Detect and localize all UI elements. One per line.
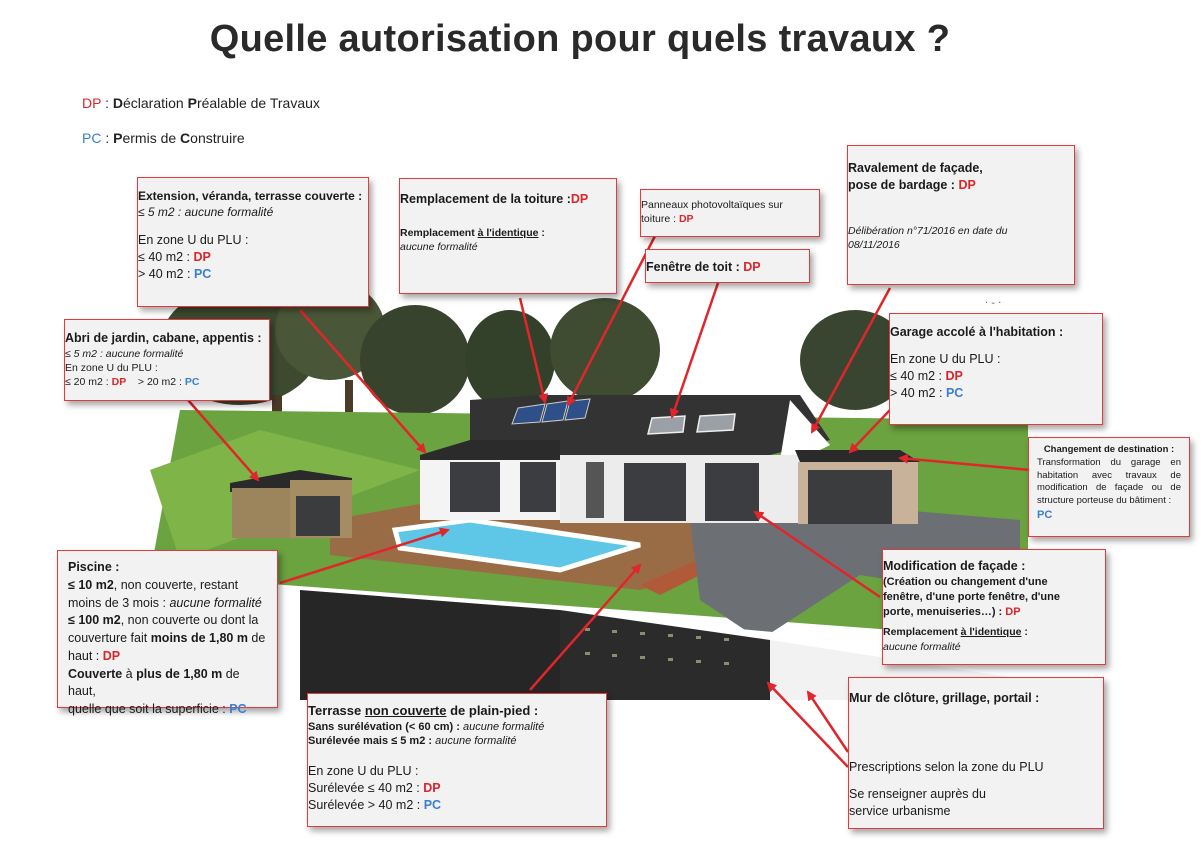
callout-ravalement [847, 145, 1075, 285]
terrasse-line3 [308, 780, 606, 797]
piscine-line6-c: plus de 1,80 m [136, 666, 223, 681]
changement-body: Transformation du garage en habitation avec travaux de modification de façade ou de structure porteuse du bâtiment : [1037, 456, 1181, 507]
callout-extension [137, 177, 369, 307]
abri-line2-c: > 20 m2 : [137, 376, 185, 389]
mur-line3: service urbanisme [849, 803, 951, 818]
ravalement-note2: 08/11/2016 [848, 238, 900, 251]
terrasse-line1-bold: Sans surélévation (< 60 cm) : [308, 720, 463, 733]
garage-line1 [890, 368, 1102, 385]
abri-code-dp: DP [111, 376, 127, 389]
terrasse-line1 [308, 720, 606, 735]
ravalement-line1: Ravalement de façade, [848, 161, 983, 175]
page-title: Quelle autorisation pour quels travaux ? [209, 18, 951, 60]
piscine-line6 [68, 666, 267, 702]
callout-mur [848, 677, 1104, 829]
legend-pc-letter-2: C [180, 130, 191, 146]
svg-text:· - ·: · - · [985, 298, 1002, 309]
modification-line2: fenêtre, d'une porte fenêtre, d'une [883, 590, 1060, 603]
callout-toiture [399, 178, 617, 294]
terrasse-title-b: de plain-pied : [446, 703, 539, 718]
piscine-title: Piscine : [68, 560, 120, 574]
panneaux-line2 [641, 212, 819, 226]
arrow-mur-1 [808, 692, 848, 752]
abri-zone: En zone U du PLU : [65, 362, 158, 375]
piscine-line3-text: , non couverte ou dont la [120, 613, 259, 628]
modification-sub-underline: à l'identique [960, 626, 1022, 639]
mur-line1: Prescriptions selon la zone du PLU [849, 759, 1044, 774]
toiture-sub [400, 226, 616, 240]
modification-sub-italic: aucune formalité [883, 640, 961, 653]
garage-zone: En zone U du PLU : [890, 351, 1001, 366]
abri-line2 [65, 375, 269, 389]
garden-shed [230, 470, 352, 538]
piscine-line3-bold: ≤ 100 m2 [68, 613, 121, 628]
garage-code-pc: PC [945, 385, 964, 400]
terrasse-line2 [308, 734, 606, 749]
modification-title: Modification de façade : [883, 559, 1026, 573]
piscine-line5 [68, 648, 267, 666]
terrasse-line4-text: Surélevée > 40 m2 : [308, 797, 424, 812]
toiture-sub-b: : [538, 226, 545, 239]
piscine-line4-a: couverture fait [68, 631, 151, 645]
house [420, 395, 920, 524]
legend-dp-text-2: réalable de Travaux [196, 95, 320, 111]
abri-line1: ≤ 5 m2 : aucune formalité [65, 347, 184, 360]
callout-piscine [57, 550, 278, 716]
toiture-title-code: DP [570, 192, 589, 206]
piscine-code-pc: PC [229, 702, 247, 716]
panneaux-code: DP [678, 213, 694, 226]
terrasse-zone: En zone U du PLU : [308, 764, 419, 779]
garage-line1-text: ≤ 40 m2 : [890, 368, 946, 383]
changement-code: PC [1037, 509, 1053, 522]
extension-line3-text: > 40 m2 : [138, 267, 194, 282]
callout-changement [1028, 437, 1190, 537]
legend-dp-letter-2: P [187, 95, 197, 111]
legend-pc-sep: : [101, 130, 114, 146]
terrasse-code-pc: PC [423, 797, 442, 812]
toiture-sub-italic: aucune formalité [400, 241, 478, 254]
extension-line3 [138, 266, 368, 283]
piscine-line7 [68, 701, 267, 719]
ravalement-line2-text: pose de bardage : [848, 177, 959, 192]
garage-line2-text: > 40 m2 : [890, 385, 946, 400]
terrasse-line1-italic: aucune formalité [462, 720, 545, 733]
extension-line3-code: PC [193, 267, 212, 282]
garage-line2 [890, 385, 1102, 402]
extension-zone: En zone U du PLU : [138, 233, 249, 248]
mur-title: Mur de clôture, grillage, portail : [849, 691, 1040, 705]
callout-abri [64, 319, 270, 401]
piscine-line1-bold: ≤ 10 m2 [68, 577, 114, 592]
toiture-title [400, 191, 616, 208]
terrasse-code-dp: DP [423, 781, 441, 796]
legend-pc-text-2: onstruire [190, 130, 245, 146]
piscine-line4-bold: moins de 1,80 m [150, 631, 248, 645]
abri-line2-a: ≤ 20 m2 : [65, 376, 112, 389]
legend-pc-code: PC [82, 130, 102, 146]
modification-code: DP [1005, 605, 1021, 618]
toiture-sub-underline: à l'identique [477, 226, 539, 239]
callout-garage [889, 313, 1103, 425]
extension-line2-code: DP [193, 250, 211, 265]
callout-modification [882, 549, 1106, 665]
modification-sub-b: : [1021, 626, 1028, 639]
toiture-sub-a: Remplacement [400, 226, 478, 239]
legend-dp-code: DP [82, 95, 102, 111]
garage-code-dp: DP [945, 368, 963, 383]
terrasse-line2-italic: aucune formalité [435, 735, 517, 748]
fenetre-text: Fenêtre de toit : [646, 260, 744, 274]
extension-line1: ≤ 5 m2 : aucune formalité [138, 205, 274, 220]
modification-line3 [883, 605, 1105, 620]
piscine-line6-b: à [122, 666, 137, 681]
mur-line2: Se renseigner auprès du [849, 786, 986, 801]
modification-sub [883, 625, 1105, 639]
callout-fenetre [645, 249, 810, 283]
panneaux-line1: Panneaux photovoltaïques sur [641, 199, 783, 211]
ravalement-line2 [848, 177, 1074, 194]
piscine-line4-c: de [247, 631, 266, 645]
panneaux-line2-text: toiture : [641, 213, 679, 226]
legend-pc-letter-1: P [113, 130, 123, 146]
legend-pc-text-1: ermis de [122, 130, 181, 146]
legend-dp-letter-1: D [112, 95, 123, 111]
piscine-line1-text: , non couverte, restant [113, 577, 239, 592]
changement-title: Changement de destination : [1043, 444, 1175, 455]
callout-panneaux [640, 189, 820, 237]
legend-dp-sep: : [101, 95, 113, 111]
extension-line2 [138, 249, 368, 266]
piscine-line5-text: haut : [68, 648, 103, 663]
modification-sub-a: Remplacement [883, 626, 961, 639]
piscine-line2 [68, 595, 267, 613]
abri-title: Abri de jardin, cabane, appentis : [65, 331, 262, 345]
piscine-line2-italic: aucune formalité [169, 595, 262, 610]
abri-code-pc: PC [184, 376, 200, 389]
terrasse-line3-text: Surélevée ≤ 40 m2 : [308, 781, 424, 796]
piscine-line2-text: moins de 3 mois : [68, 595, 170, 610]
extension-title: Extension, véranda, terrasse couverte : [138, 189, 363, 203]
fenetre-code: DP [743, 260, 761, 274]
callout-terrasse [307, 693, 607, 827]
terrasse-line2-bold: Surélevée mais ≤ 5 m2 : [308, 735, 436, 748]
legend-dp-text-1: éclaration [123, 95, 188, 111]
piscine-line4 [68, 630, 267, 648]
ravalement-code: DP [958, 177, 976, 192]
terrasse-title-a: Terrasse [308, 703, 365, 718]
modification-line3-text: porte, menuiseries…) : [883, 605, 1006, 618]
piscine-line6-d: de haut, [68, 666, 240, 699]
modification-line1: (Création ou changement d'une [883, 575, 1048, 588]
extension-line2-text: ≤ 40 m2 : [138, 250, 194, 265]
piscine-line1 [68, 577, 267, 595]
piscine-code-dp: DP [102, 648, 121, 663]
piscine-line7-text: quelle que soit la superficie : [68, 702, 230, 716]
ravalement-note1: Délibération n°71/2016 en date du [848, 224, 1008, 237]
terrasse-line4 [308, 797, 606, 814]
terrasse-title [308, 702, 606, 720]
garage-title: Garage accolé à l'habitation : [890, 325, 1064, 339]
terrasse-title-underline: non couverte [364, 703, 447, 718]
piscine-line3 [68, 612, 267, 630]
piscine-line6-a: Couverte [68, 666, 123, 681]
toiture-title-text: Remplacement de la toiture : [400, 192, 571, 206]
